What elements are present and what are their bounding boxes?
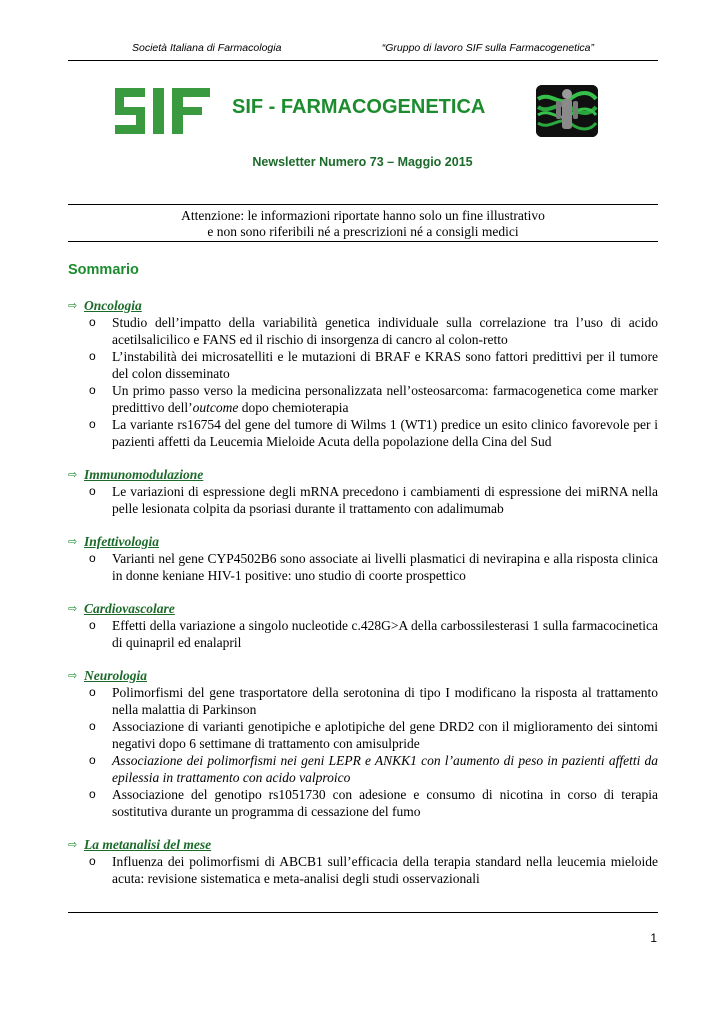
item-text: dopo chemioterapia (238, 400, 349, 415)
section-heading (68, 667, 658, 684)
bullet-marker: o (89, 551, 96, 565)
running-header (68, 42, 658, 60)
section-heading (68, 533, 658, 550)
section-title-link[interactable]: La metanalisi del mese (84, 837, 212, 852)
header-rule (68, 60, 658, 61)
section-items (68, 617, 658, 651)
section-items (68, 550, 658, 584)
item-text: Studio dell’impatto della variabilità genetica individuale sulla correlazione tra l’uso di acido acetilsalicilico e FANS ed il rischio di insorgenza di cancro al colon-retto (112, 315, 658, 347)
section-title-link[interactable]: Cardiovascolare (84, 601, 175, 616)
item-text: Effetti della variazione a singolo nucleotide c.428G>A della carbossilesterasi 1 sulla farmacocinetica di quinapril ed enalapril (112, 618, 658, 650)
list-item (68, 483, 658, 517)
right-arrow-outline-icon: ⇨ (68, 299, 78, 312)
section (68, 667, 658, 820)
section-items (68, 853, 658, 887)
list-item (68, 853, 658, 887)
section-heading (68, 297, 658, 314)
section (68, 533, 658, 584)
item-text: Associazione di varianti genotipiche e aplotipiche del gene DRD2 con il miglioramento dei sintomi negativi dopo 6 settimane di trattamento con amisulpride (112, 719, 658, 751)
list-item (68, 314, 658, 348)
bullet-marker: o (89, 349, 96, 363)
bullet-marker: o (89, 787, 96, 801)
bullet-marker: o (89, 417, 96, 431)
section-title-link[interactable]: Immunomodulazione (84, 467, 204, 482)
section-title-link[interactable]: Infettivologia (84, 534, 159, 549)
item-text: La variante rs16754 del gene del tumore di Wilms 1 (WT1) predice un esito clinico favorevole per i pazienti affetti da Leucemia Mieloide Acuta della popolazione della Cina del Sud (112, 417, 658, 449)
sif-logo (115, 88, 215, 134)
section-title-link[interactable]: Oncologia (84, 298, 142, 313)
item-text: Varianti nel gene CYP4502B6 sono associate ai livelli plasmatici di nevirapina e alla risposta clinica in donne keniane HIV-1 positive: uno studio di coorte prospettico (112, 551, 658, 583)
section-heading (68, 466, 658, 483)
right-arrow-outline-icon: ⇨ (68, 838, 78, 851)
item-text: L’instabilità dei microsatelliti e le mutazioni di BRAF e KRAS sono fattori predittivi per il tumore del colon disseminato (112, 349, 658, 381)
newsletter-title: SIF - FARMACOGENETICA (232, 96, 486, 118)
header-working-group: “Gruppo di lavoro SIF sulla Farmacogenetica” (381, 42, 594, 54)
bullet-marker: o (89, 383, 96, 397)
section (68, 466, 658, 517)
list-item (68, 348, 658, 382)
bullet-marker: o (89, 685, 96, 699)
newsletter-issue: Newsletter Numero 73 – Maggio 2015 (252, 155, 473, 169)
footer-rule (68, 912, 658, 913)
section (68, 600, 658, 651)
bullet-marker: o (89, 315, 96, 329)
section-items (68, 314, 658, 450)
bullet-marker: o (89, 719, 96, 733)
section-heading (68, 836, 658, 853)
summary-heading: Sommario (68, 262, 139, 278)
item-text: Associazione del genotipo rs1051730 con adesione e consumo di nicotina in corso di terapia sostitutiva durante un programma di cessazione del fumo (112, 787, 658, 819)
disclaimer-bottom-rule (68, 241, 658, 242)
list-item (68, 786, 658, 820)
list-item (68, 416, 658, 450)
bullet-marker: o (89, 484, 96, 498)
list-item (68, 752, 658, 786)
header-society: Società Italiana di Farmacologia (132, 42, 282, 54)
list-item (68, 617, 658, 651)
item-text: Le variazioni di espressione degli mRNA precedono i cambiamenti di espressione dei miRNA nella pelle lesionata colpita da psoriasi durante il trattamento con adalimumab (112, 484, 658, 516)
page-number: 1 (650, 931, 657, 945)
right-arrow-outline-icon: ⇨ (68, 535, 78, 548)
item-text: Polimorfismi del gene trasportatore della serotonina di tipo I modificano la risposta al trattamento nella malattia di Parkinson (112, 685, 658, 717)
section (68, 297, 658, 450)
section-items (68, 483, 658, 517)
bullet-marker: o (89, 753, 96, 767)
section-items (68, 684, 658, 820)
bullet-marker: o (89, 854, 96, 868)
item-text: Un primo passo verso la medicina personalizzata nell’osteosarcoma: farmacogenetica come marker predittivo dell’ (112, 383, 658, 415)
disclaimer-line-1: Attenzione: le informazioni riportate hanno solo un fine illustrativo (181, 208, 545, 223)
section (68, 836, 658, 887)
disclaimer-top-rule (68, 204, 658, 205)
section-heading (68, 600, 658, 617)
bullet-marker: o (89, 618, 96, 632)
list-item (68, 382, 658, 416)
right-arrow-outline-icon: ⇨ (68, 669, 78, 682)
disclaimer (68, 208, 658, 240)
disclaimer-line-2: e non sono riferibili né a prescrizioni né a consigli medici (207, 224, 519, 239)
summary-content (68, 297, 658, 903)
list-item (68, 550, 658, 584)
right-arrow-outline-icon: ⇨ (68, 468, 78, 481)
section-title-link[interactable]: Neurologia (84, 668, 148, 683)
item-text: Associazione dei polimorfismi nei geni LEPR e ANKK1 con l’aumento di peso in pazienti affetti da epilessia in trattamento con acido valproico (112, 753, 658, 785)
item-text: Influenza dei polimorfismi di ABCB1 sull’efficacia della terapia standard nella leucemia mieloide acuta: revisione sistematica e meta-analisi degli studi osservazionali (112, 854, 658, 886)
list-item (68, 684, 658, 718)
dna-figure-image (536, 85, 598, 137)
item-emphasis: outcome (192, 400, 239, 415)
list-item (68, 718, 658, 752)
right-arrow-outline-icon: ⇨ (68, 602, 78, 615)
